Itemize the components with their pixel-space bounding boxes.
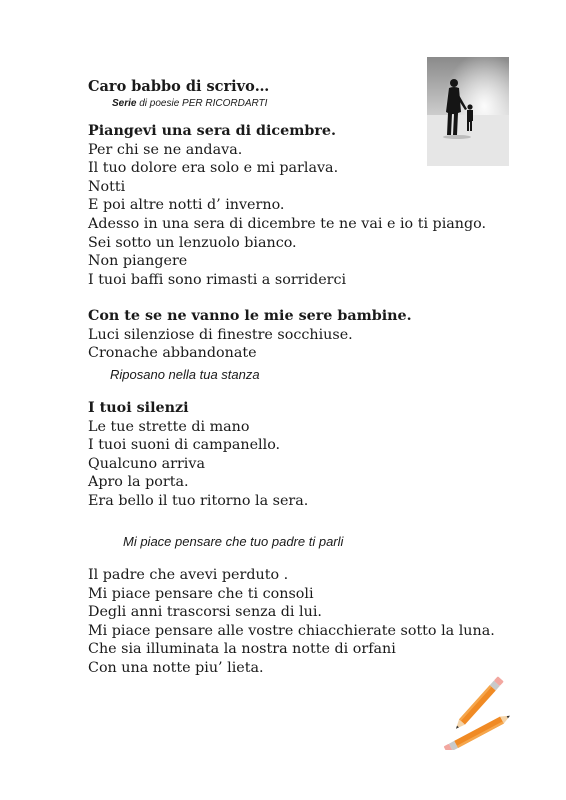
stanza-3-heading: I tuoi silenzi (88, 400, 189, 416)
poem-line: Con una notte piu’ lieta. (88, 659, 264, 676)
poem-line: Mi piace pensare alle vostre chiacchierate sotto la luna. (88, 622, 495, 639)
stanza-2-heading: Con te se ne vanno le mie sere bambine. (88, 308, 412, 324)
interlude-line: Mi piace pensare che tuo padre ti parli (123, 534, 344, 549)
poem-line: Che sia illuminata la nostra notte di orfani (88, 641, 396, 658)
document-title: Caro babbo di scrivo… (88, 78, 270, 95)
stanza-2 (88, 307, 412, 363)
stanza-2-italic-line: Riposano nella tua stanza (110, 367, 260, 382)
stanza-1 (88, 122, 486, 289)
poem-line: Qualcuno arriva (88, 455, 205, 472)
poem-line: I tuoi baffi sono rimasti a sorriderci (88, 271, 347, 288)
poem-line: Luci silenziose di finestre socchiuse. (88, 326, 353, 343)
stanza-1-heading: Piangevi una sera di dicembre. (88, 123, 336, 139)
poem-line: Non piangere (88, 253, 188, 270)
poem-line: Mi piace pensare che ti consoli (88, 585, 314, 602)
poem-line: Cronache abbandonate (88, 345, 257, 362)
poem-line: I tuoi suoni di campanello. (88, 437, 281, 454)
poem-line: Per chi se ne andava. (88, 141, 243, 158)
poem-line: Adesso in una sera di dicembre te ne vai e io ti piango. (88, 215, 487, 232)
poem-line: Apro la porta. (88, 474, 189, 491)
pencils-icon (440, 670, 520, 750)
poem-line: Degli anni trascorsi senza di lui. (88, 604, 322, 621)
poem-line: E poi altre notti d’ inverno. (88, 197, 285, 214)
poem-line: Il padre che avevi perduto . (88, 567, 289, 583)
poem-line: Era bello il tuo ritorno la sera. (88, 492, 309, 509)
stanza-3 (88, 399, 308, 511)
subtitle-rest: di poesie PER RICORDARTI (136, 98, 268, 109)
poem-line: Il tuo dolore era solo e mi parlava. (88, 160, 339, 177)
poem-line: Sei sotto un lenzuolo bianco. (88, 234, 297, 251)
stanza-4 (88, 566, 495, 678)
document-subtitle (112, 97, 267, 110)
subtitle-bold: Serie (112, 98, 137, 109)
poem-line: Notti (88, 178, 126, 195)
poem-line: Le tue strette di mano (88, 418, 250, 435)
